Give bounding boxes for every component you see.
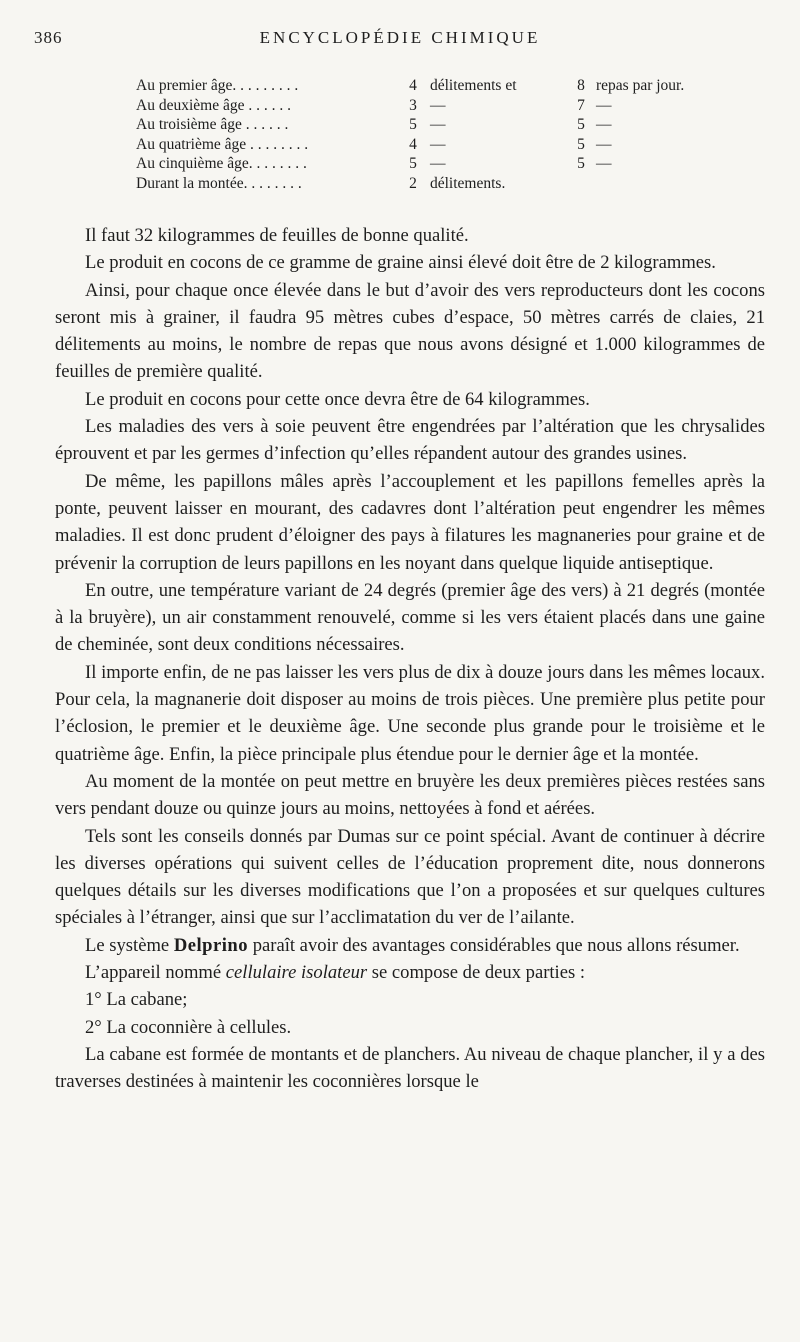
paragraph: En outre, une température variant de 24 degrés (premier âge des vers) à 21 degrés (montée à la bruyère), un air constamment renouvelé, comme si les vers étaient placés dans une gaine de cheminée, sont deux conditions nécessaires. [55, 579, 765, 656]
meals-unit-cell: — [596, 135, 612, 153]
paragraph: Ainsi, pour chaque once élevée dans le but d’avoir des vers reproducteurs dont les cocons seront mis à grainer, il faudra 95 mètres cubes d’espace, 50 mètres carrés de claies, 21 délitements au moins, le nombre de repas que nous avons désigné et 1.000 kilogrammes de feuilles de première qualité. [55, 279, 765, 383]
table-row [136, 154, 706, 174]
meals-count-cell: 8 [577, 77, 585, 94]
moltings-count-cell: 5 [409, 155, 417, 172]
moltings-count-cell: 4 [409, 135, 417, 153]
paragraph: Les maladies des vers à soie peuvent être engendrées par l’altération que les chrysalides éprouvent et par les germes d’infection qu’elles répandent autour des grandes usines. [55, 416, 765, 465]
table-row [136, 174, 706, 194]
text-run: L’appareil nommé [85, 962, 226, 984]
moltings-count-cell: 5 [409, 116, 417, 133]
table-row [136, 96, 706, 116]
paragraph: Tels sont les conseils donnés par Dumas sur ce point spécial. Avant de continuer à décrire les diverses opérations qui suivent celles de l’éducation proprement dite, nous donnerons quelques détails sur les diverses modifications que l’on a proposées et sur quelques cultures spéciales à l’étranger, ainsi que sur l’acclimatation du ver de l’ailante. [55, 825, 765, 929]
table-row [136, 115, 706, 135]
moltings-unit-cell: délitements. [430, 174, 506, 192]
meals-count-cell: 7 [577, 96, 585, 114]
age-cell: Au deuxième âge . . . . . . [136, 96, 291, 114]
moltings-unit-cell: — [430, 135, 446, 153]
meals-count-cell: 5 [577, 155, 585, 172]
age-cell: Au troisième âge . . . . . . [136, 116, 289, 133]
age-cell: Au premier âge. . . . . . . . . [136, 77, 299, 94]
meals-unit-cell: — [596, 116, 612, 133]
meals-unit-cell: — [596, 155, 612, 172]
list-item: 2° La coconnière à cellules. [85, 1016, 292, 1038]
text-run: se compose de deux parties : [367, 962, 586, 984]
age-cell: Au quatrième âge . . . . . . . . [136, 135, 309, 153]
page-number: 386 [34, 28, 63, 47]
running-title: ENCYCLOPÉDIE CHIMIQUE [259, 28, 541, 47]
moltings-unit-cell: — [430, 116, 446, 133]
meals-unit-cell: repas par jour. [596, 77, 685, 94]
meals-unit-cell: — [596, 96, 612, 114]
paragraph: Il faut 32 kilogrammes de feuilles de bonne qualité. [85, 225, 469, 246]
meals-count-cell: 5 [577, 116, 585, 133]
moltings-count-cell: 4 [409, 77, 417, 94]
paragraph: Le produit en cocons pour cette once devra être de 64 kilogrammes. [85, 388, 590, 410]
paragraph [55, 932, 765, 959]
text-run: paraît avoir des avantages considérables que nous allons résumer. [248, 934, 740, 956]
table-row [136, 135, 706, 155]
body-text [55, 222, 765, 1096]
age-cell: Durant la montée. . . . . . . . [136, 174, 302, 192]
moltings-unit-cell: — [430, 155, 446, 172]
table-row [136, 76, 706, 96]
meals-count-cell: 5 [577, 135, 585, 153]
moltings-count-cell: 3 [409, 96, 417, 114]
paragraph: Il importe enfin, de ne pas laisser les vers plus de dix à douze jours dans les mêmes locaux. Pour cela, la magnanerie doit disposer au moins de trois pièces. Une première plus petite pour l’éclosion, le premier et le deuxième âge. Une seconde plus grande pour le troisième et le quatrième âge. Enfin, la pièce principale plus étendue pour le dernier âge et la montée. [55, 661, 765, 765]
meals-unit-cell [588, 174, 706, 194]
list-item: 1° La cabane; [85, 989, 188, 1011]
moltings-count-cell: 2 [409, 174, 417, 192]
paragraph: Au moment de la montée on peut mettre en bruyère les deux premières pièces restées sans vers pendant douze ou quinze jours au moins, nettoyées à fond et aérées. [55, 770, 765, 820]
feeding-schedule-table [136, 76, 706, 193]
moltings-unit-cell: — [430, 96, 446, 114]
meals-count-cell [574, 174, 588, 194]
moltings-unit-cell: délitements et [430, 77, 517, 94]
age-cell: Au cinquième âge. . . . . . . . [136, 155, 307, 172]
paragraph [55, 959, 765, 986]
paragraph: Le produit en cocons de ce gramme de graine ainsi élevé doit être de 2 kilogrammes. [85, 252, 716, 274]
paragraph: La cabane est formée de montants et de planchers. Au niveau de chaque plancher, il y a des traverses destinées à maintenir les coconnières lorsque le [55, 1043, 765, 1093]
system-name: Delprino [173, 934, 249, 956]
paragraph: De même, les papillons mâles après l’accouplement et les papillons femelles après la ponte, peuvent laisser en mourant, des cadavres dont l’altération peut engendrer les mêmes maladies. Il est donc prudent d’éloigner des pays à filatures les magnaneries pour graine et de prévenir la corruption de leurs papillons en les noyant dans quelque liquide antiseptique. [55, 470, 765, 574]
text-run: Le système [85, 934, 174, 956]
apparatus-name: cellulaire isolateur [225, 962, 368, 984]
page-header [34, 28, 766, 52]
